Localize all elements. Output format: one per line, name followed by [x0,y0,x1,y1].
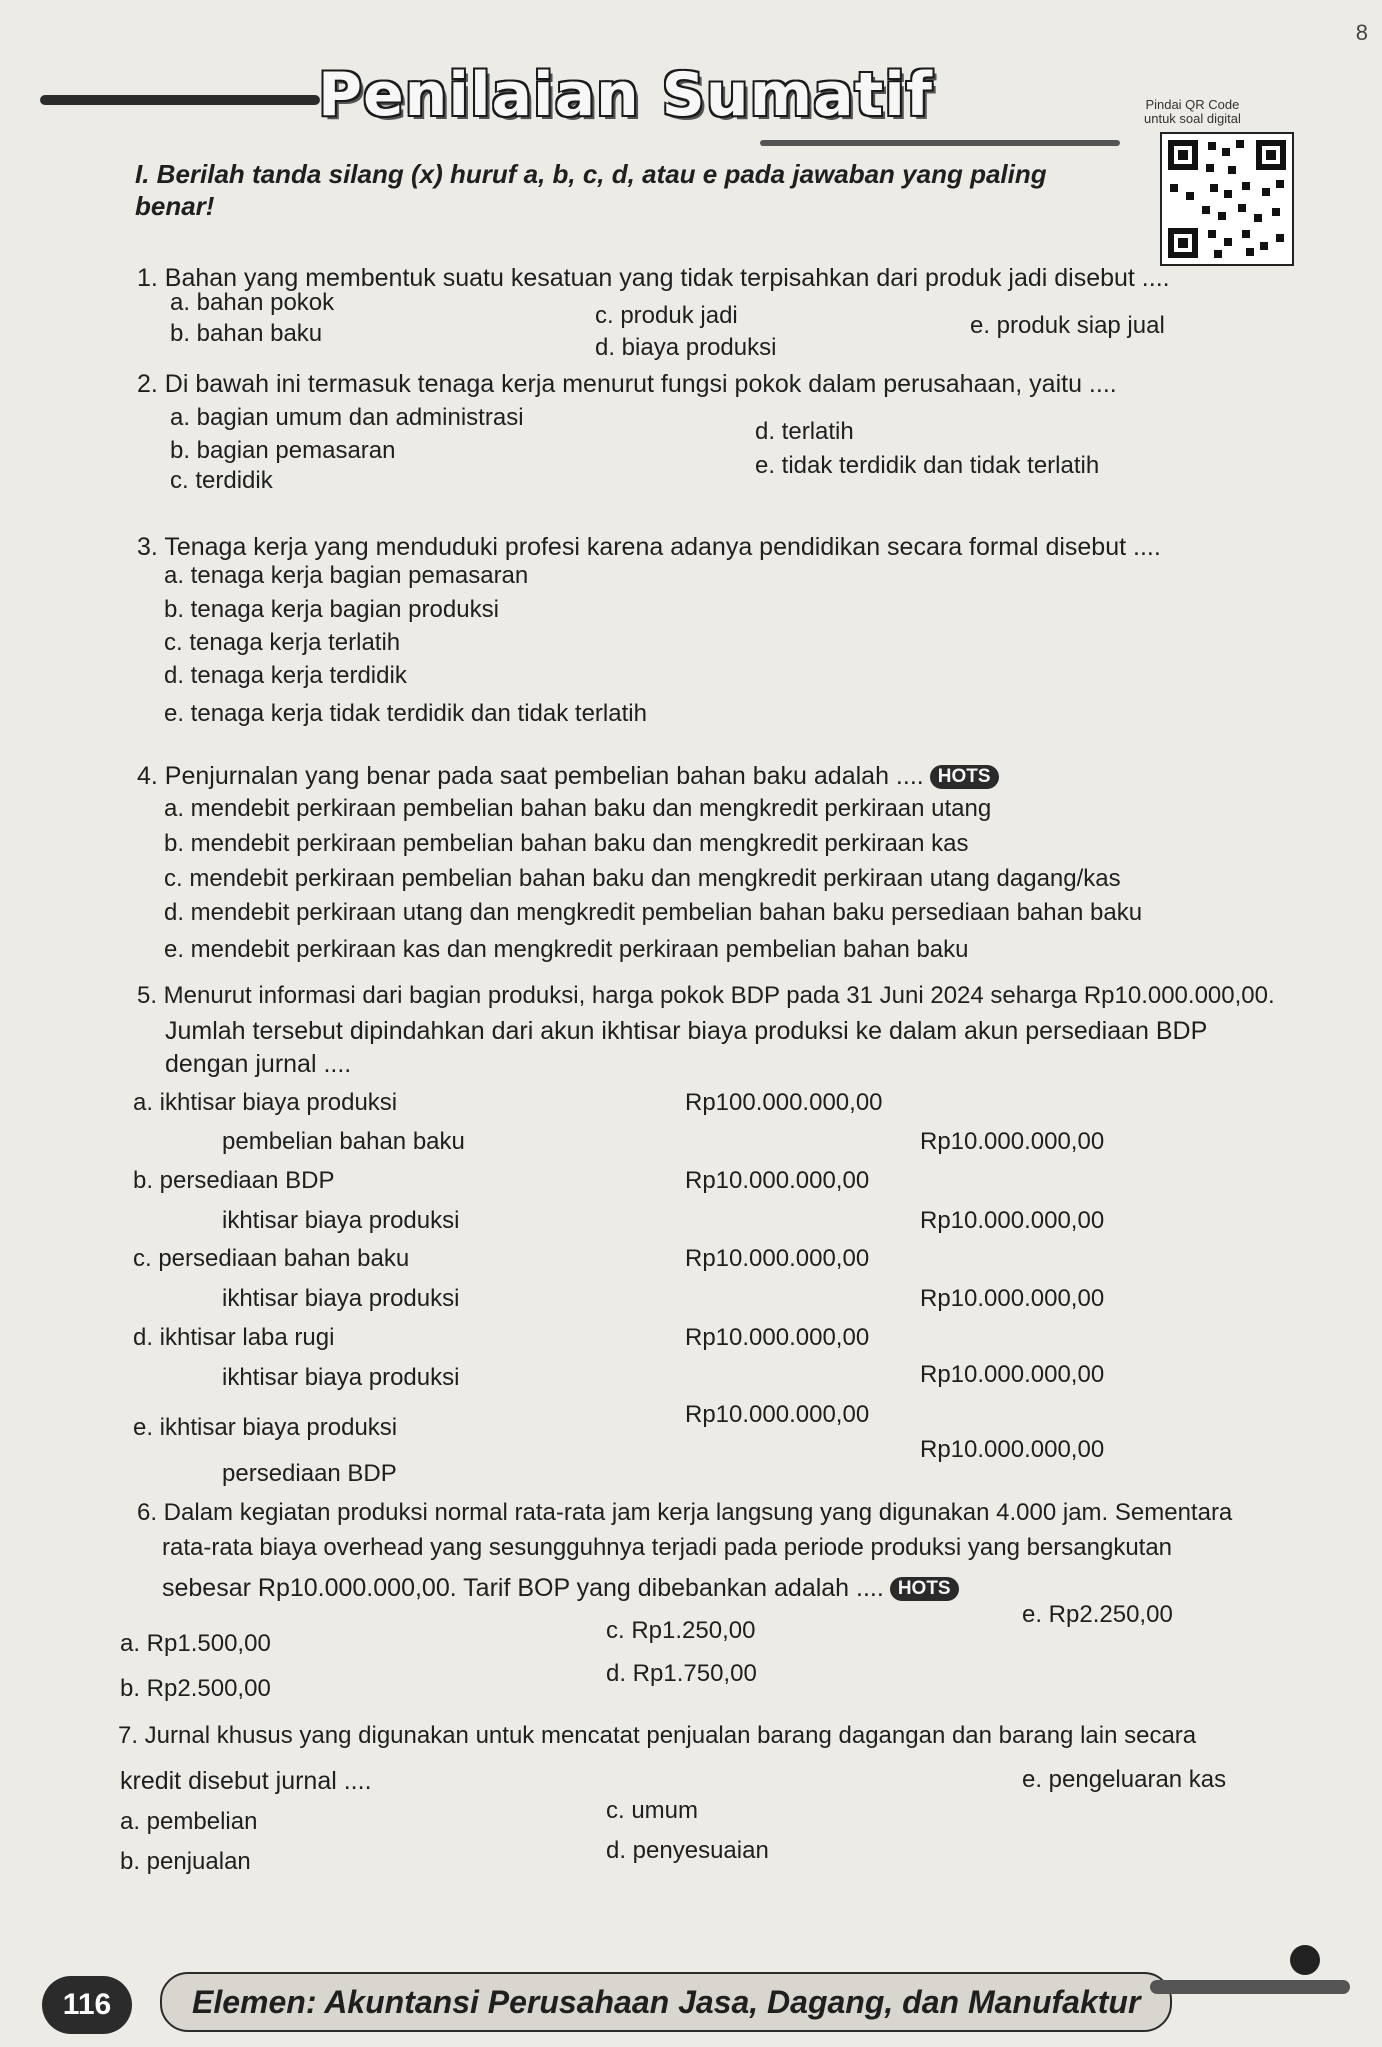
journal-credit-account: pembelian bahan baku [222,1128,465,1155]
qr-code-icon[interactable] [1160,132,1294,266]
question-1-option-a[interactable]: a. bahan pokok [170,289,335,316]
header-decoration-line [760,140,1120,146]
question-2-text: 2. Di bawah ini termasuk tenaga kerja menurut fungsi pokok dalam perusahaan, yaitu .... [137,370,1117,398]
page-title: Penilaian Sumatif [318,60,933,130]
question-7-option-c[interactable]: c. umum [606,1797,699,1824]
journal-debit-account: e. ikhtisar biaya produksi [133,1414,398,1441]
question-1-option-d[interactable]: d. biaya produksi [595,334,777,361]
question-2-option-c[interactable]: c. terdidik [170,467,273,494]
question-1-option-e[interactable]: e. produk siap jual [970,312,1165,339]
question-3-option-c[interactable]: c. tenaga kerja terlatih [164,629,401,656]
question-4-option-d[interactable]: d. mendebit perkiraan utang dan mengkredit pembelian bahan baku persediaan bahan baku [164,899,1143,926]
question-6-option-c[interactable]: c. Rp1.250,00 [606,1617,756,1644]
instruction-text: I. Berilah tanda silang (x) huruf a, b, c, d, atau e pada jawaban yang paling benar! [135,159,1047,221]
page-corner-mark: 8 [1355,20,1368,45]
question-3-text: 3. Tenaga kerja yang menduduki profesi karena adanya pendidikan secara formal disebut .... [137,533,1161,561]
question-3-option-d[interactable]: d. tenaga kerja terdidik [164,662,407,689]
journal-credit-account: ikhtisar biaya produksi [222,1207,460,1234]
question-4-option-a[interactable]: a. mendebit perkiraan pembelian bahan baku dan mengkredit perkiraan utang [164,795,992,822]
question-5-text-line3: dengan jurnal .... [165,1050,352,1078]
question-5-text-line1: 5. Menurut informasi dari bagian produksi, harga pokok BDP pada 31 Juni 2024 seharga Rp10.000.000,00. [137,982,1275,1009]
question-3-option-e[interactable]: e. tenaga kerja tidak terdidik dan tidak terlatih [164,700,647,727]
hots-badge: HOTS [890,1577,959,1601]
question-7-option-b[interactable]: b. penjualan [120,1848,251,1875]
question-6-text-line1: 6. Dalam kegiatan produksi normal rata-rata jam kerja langsung yang digunakan 4.000 jam. Sementara [137,1499,1233,1526]
hots-badge: HOTS [930,765,999,789]
question-6-option-b[interactable]: b. Rp2.500,00 [120,1675,271,1702]
journal-debit-amount: Rp10.000.000,00 [685,1245,870,1272]
book-title: Elemen: Akuntansi Perusahaan Jasa, Dagang, dan Manufaktur [160,1972,1172,2032]
journal-credit-account: ikhtisar biaya produksi [222,1364,460,1391]
question-2-option-a[interactable]: a. bagian umum dan administrasi [170,404,524,431]
question-6-option-d[interactable]: d. Rp1.750,00 [606,1660,757,1687]
journal-debit-account: d. ikhtisar laba rugi [133,1324,335,1351]
question-3-option-b[interactable]: b. tenaga kerja bagian produksi [164,596,499,623]
question-6-label: sebesar Rp10.000.000,00. Tarif BOP yang dibebankan adalah .... [162,1574,884,1602]
question-4-text [137,762,999,791]
question-2-option-b[interactable]: b. bagian pemasaran [170,437,396,464]
journal-credit-amount: Rp10.000.000,00 [920,1207,1105,1234]
journal-debit-amount: Rp100.000.000,00 [685,1089,883,1116]
question-7-option-e[interactable]: e. pengeluaran kas [1022,1766,1227,1793]
question-6-text-line2: rata-rata biaya overhead yang sesungguhnya terjadi pada periode produksi yang bersangkutan [162,1534,1173,1561]
question-2-option-d[interactable]: d. terlatih [755,418,854,445]
question-1-text: 1. Bahan yang membentuk suatu kesatuan yang tidak terpisahkan dari produk jadi disebut .... [137,264,1170,292]
footer-decoration-bar [1150,1980,1350,1994]
question-4-option-b[interactable]: b. mendebit perkiraan pembelian bahan baku dan mengkredit perkiraan kas [164,830,969,857]
journal-debit-amount: Rp10.000.000,00 [685,1401,870,1428]
question-7-text-line1: 7. Jurnal khusus yang digunakan untuk mencatat penjualan barang dagangan dan barang lain secara [118,1722,1197,1749]
journal-debit-account: b. persediaan BDP [133,1167,335,1194]
journal-credit-amount: Rp10.000.000,00 [920,1361,1105,1388]
question-1-option-c[interactable]: c. produk jadi [595,302,738,329]
question-1-option-b[interactable]: b. bahan baku [170,320,323,347]
journal-credit-amount: Rp10.000.000,00 [920,1436,1105,1463]
journal-debit-amount: Rp10.000.000,00 [685,1324,870,1351]
question-6-text-line3 [162,1574,959,1603]
question-2-option-e[interactable]: e. tidak terdidik dan tidak terlatih [755,452,1100,479]
question-7-option-d[interactable]: d. penyesuaian [606,1837,769,1864]
header-decoration-bar [40,95,320,105]
journal-credit-amount: Rp10.000.000,00 [920,1128,1105,1155]
qr-label [1144,98,1241,126]
question-7-text-line2: kredit disebut jurnal .... [120,1767,372,1795]
qr-label-line2: untuk soal digital [1144,111,1241,126]
page-number-badge: 116 [42,1976,132,2034]
journal-debit-amount: Rp10.000.000,00 [685,1167,870,1194]
journal-debit-account: a. ikhtisar biaya produksi [133,1089,398,1116]
journal-debit-account: c. persediaan bahan baku [133,1245,410,1272]
journal-credit-account: ikhtisar biaya produksi [222,1285,460,1312]
question-4-label: 4. Penjurnalan yang benar pada saat pembelian bahan baku adalah .... [137,762,924,790]
question-6-option-e[interactable]: e. Rp2.250,00 [1022,1601,1173,1628]
qr-label-line1: Pindai QR Code [1145,97,1240,112]
footer-decoration-dot [1290,1945,1320,1975]
question-3-option-a[interactable]: a. tenaga kerja bagian pemasaran [164,562,529,589]
question-5-text-line2: Jumlah tersebut dipindahkan dari akun ikhtisar biaya produksi ke dalam akun persediaan BDP [165,1017,1208,1045]
question-4-option-c[interactable]: c. mendebit perkiraan pembelian bahan baku dan mengkredit perkiraan utang dagang/kas [164,865,1121,892]
question-4-option-e[interactable]: e. mendebit perkiraan kas dan mengkredit perkiraan pembelian bahan baku [164,936,969,963]
question-7-option-a[interactable]: a. pembelian [120,1808,258,1835]
journal-credit-amount: Rp10.000.000,00 [920,1285,1105,1312]
question-6-option-a[interactable]: a. Rp1.500,00 [120,1630,271,1657]
journal-credit-account: persediaan BDP [222,1460,397,1487]
